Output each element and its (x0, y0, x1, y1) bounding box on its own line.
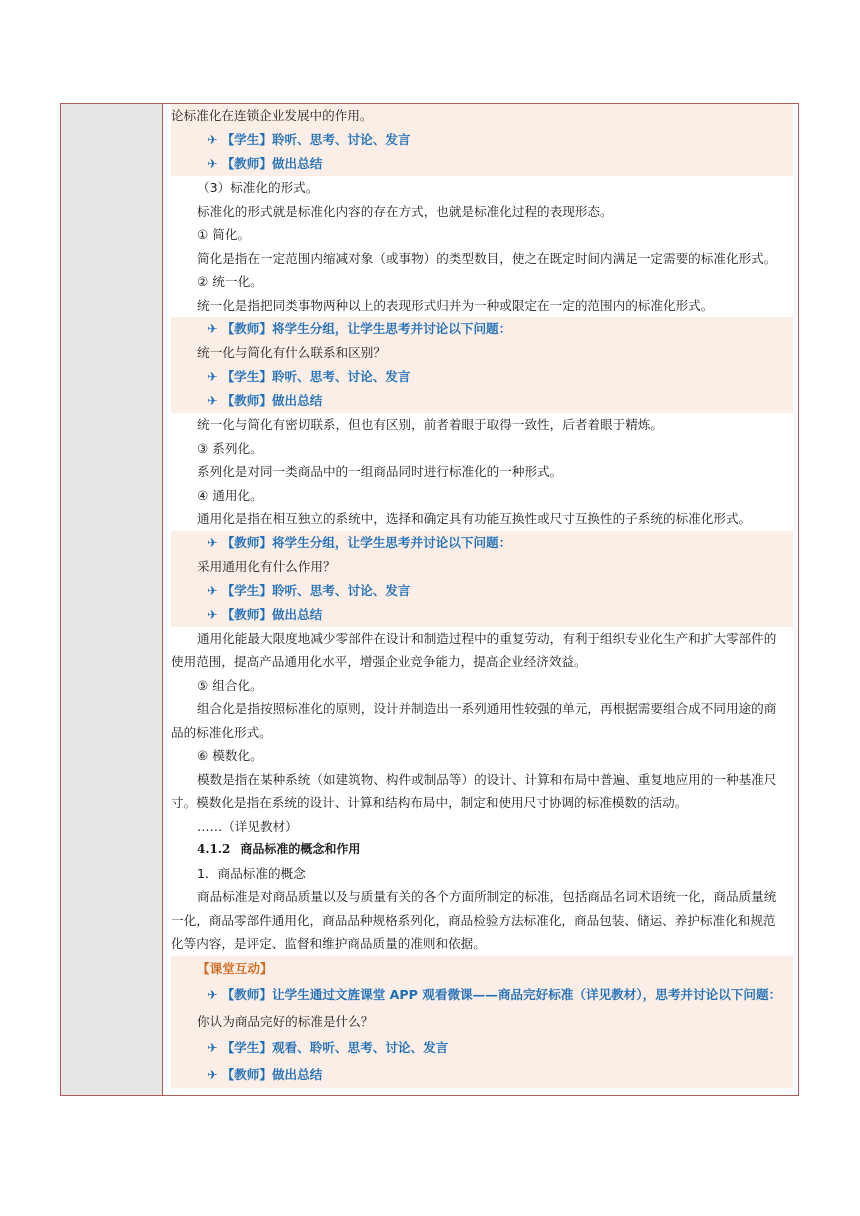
blue-instruction-text: 【教师】做出总结 (221, 393, 323, 408)
text-line-l21 (171, 603, 793, 627)
text-line-l7 (171, 270, 793, 294)
blue-instruction-text: 【教师】将学生分组，让学生思考并讨论以下问题： (221, 321, 512, 336)
text-line-l18 (171, 531, 793, 555)
text-line-l29 (171, 791, 793, 815)
text-line-l13 (171, 413, 793, 437)
arrow-icon: ✈ (207, 534, 218, 550)
text-line-l26 (171, 721, 793, 745)
text-line-l24 (171, 674, 793, 698)
text-line-l32 (171, 862, 793, 886)
paragraph-text: 你认为商品完好的标准是什么？ (197, 1013, 374, 1029)
paragraph-text: 统一化与简化有密切联系，但也有区别，前者着眼于取得一致性，后者着眼于精炼。 (197, 417, 663, 432)
arrow-icon: ✈ (207, 321, 218, 336)
paragraph-text: 通用化能最大限度地减少零部件在设计和制造过程中的重复劳动，有利于组织专业化生产和扩大零部件的 (197, 630, 777, 646)
text-line-l2 (171, 152, 793, 176)
arrow-icon: ✈ (207, 606, 218, 622)
blue-instruction-text: 【教师】做出总结 (221, 606, 323, 622)
blue-instruction-text: 【教师】让学生通过文旌课堂 APP 观看微课——商品完好标准（详见教材），思考并讨论以下问题： (221, 987, 782, 1002)
paragraph-text: 统一化是指把同类事物两种以上的表现形式归并为一种或限定在一定的范围内的标准化形式。 (197, 297, 714, 313)
paragraph-text: ⑥ 模数化。 (197, 748, 263, 763)
paragraph-text: 通用化是指在相互独立的系统中，选择和确定具有功能互换性或尺寸互换性的子系统的标准化形式。 (197, 511, 752, 526)
paragraph-text: ⑤ 组合化。 (197, 677, 263, 693)
blue-instruction-text: 【学生】聆听、思考、讨论、发言 (221, 582, 411, 598)
arrow-icon: ✈ (207, 393, 218, 408)
paragraph-text: 化等内容，是评定、监督和维护商品质量的准则和依据。 (171, 936, 486, 951)
paragraph-text: 1．商品标准的概念 (197, 865, 306, 881)
arrow-icon: ✈ (207, 369, 218, 384)
paragraph-text: ② 统一化。 (197, 274, 263, 289)
arrow-icon: ✈ (207, 132, 218, 147)
blue-instruction-text: 【教师】将学生分组，让学生思考并讨论以下问题： (221, 534, 512, 550)
text-line-l17 (171, 507, 793, 531)
paragraph-text: 简化是指在一定范围内缩减对象（或事物）的类型数目，使之在既定时间内满足一定需要的标准化形式。 (197, 250, 777, 266)
text-line-l9 (171, 317, 793, 341)
paragraph-text: 统一化与简化有什么联系和区别？ (197, 345, 386, 360)
text-line-l14 (171, 437, 793, 461)
text-line-l33 (171, 885, 793, 909)
paragraph-text: 商品标准是对商品质量以及与质量有关的各个方面所制定的标准，包括商品名词术语统一化，商品质量统 (197, 889, 777, 904)
text-line-l35 (171, 932, 793, 956)
text-line-l30 (171, 815, 793, 839)
text-line-l34 (171, 909, 793, 933)
arrow-icon: ✈ (207, 1066, 218, 1082)
paragraph-text: 论标准化在连锁企业发展中的作用。 (171, 108, 373, 123)
text-line-l23 (171, 650, 793, 674)
paragraph-text: 系列化是对同一类商品中的一组商品同时进行标准化的一种形式。 (197, 464, 563, 479)
text-line-l0 (171, 104, 793, 128)
blue-instruction-text: 【学生】观看、聆听、思考、讨论、发言 (221, 1040, 449, 1055)
paragraph-text: 采用通用化有什么作用？ (197, 558, 336, 574)
lesson-table (60, 103, 799, 1096)
text-line-l15 (171, 460, 793, 484)
arrow-icon: ✈ (207, 582, 218, 598)
text-line-l40 (171, 1062, 793, 1089)
table-left-column (61, 104, 163, 1095)
text-line-l3 (171, 176, 793, 200)
text-line-l1 (171, 128, 793, 152)
paragraph-text: 使用范围，提高产品通用化水平，增强企业竞争能力，提高企业经济效益。 (171, 654, 587, 669)
paragraph-text: ③ 系列化。 (197, 440, 263, 456)
text-line-l5 (171, 223, 793, 247)
paragraph-text: 一化，商品零部件通用化，商品品种规格系列化，商品检验方法标准化，商品包装、储运、养护标准化和规范 (171, 912, 776, 928)
paragraph-text: 模数是指在某种系统（如建筑物、构件或制品等）的设计、计算和布局中普遍、重复地应用的一种基准尺 (197, 771, 777, 787)
arrow-icon: ✈ (207, 156, 218, 171)
blue-instruction-text: 【教师】做出总结 (221, 156, 323, 171)
paragraph-text: （3）标准化的形式。 (197, 180, 319, 195)
blue-instruction-text: 【学生】聆听、思考、讨论、发言 (221, 369, 411, 384)
paragraph-text: 寸。模数化是指在系统的设计、计算和结构布局中，制定和使用尺寸协调的标准模数的活动。 (171, 795, 688, 810)
blue-instruction-text: 【学生】聆听、思考、讨论、发言 (221, 132, 411, 147)
paragraph-text: ④ 通用化。 (197, 487, 263, 503)
text-line-l20 (171, 579, 793, 603)
text-line-l6 (171, 247, 793, 271)
text-line-l19 (171, 555, 793, 579)
text-line-l8 (171, 294, 793, 318)
table-content-cell (171, 104, 793, 1088)
paragraph-text: 组合化是指按照标准化的原则，设计并制造出一系列通用性较强的单元，再根据需要组合成不同用途的商 (197, 701, 777, 716)
text-line-l12 (171, 389, 793, 413)
text-line-l25 (171, 697, 793, 721)
arrow-icon: ✈ (207, 1040, 218, 1055)
text-line-l37 (171, 982, 793, 1009)
section-label: 【课堂互动】 (197, 960, 273, 976)
text-line-l28 (171, 768, 793, 792)
text-line-l10 (171, 341, 793, 365)
blue-instruction-text: 【教师】做出总结 (221, 1066, 323, 1082)
heading-title: 商品标准的概念和作用 (240, 842, 361, 856)
heading-number: 4.1.2 (197, 842, 231, 856)
text-line-l36 (171, 956, 793, 983)
paragraph-text: 品的标准化形式。 (171, 724, 272, 740)
text-line-l4 (171, 200, 793, 224)
text-line-l11 (171, 365, 793, 389)
paragraph-text: ……（详见教材） (197, 818, 298, 834)
paragraph-text: ① 简化。 (197, 227, 251, 242)
text-line-l27 (171, 744, 793, 768)
arrow-icon: ✈ (207, 987, 218, 1002)
text-line-l39 (171, 1035, 793, 1062)
text-line-l22 (171, 627, 793, 651)
paragraph-text: 标准化的形式就是标准化内容的存在方式，也就是标准化过程的表现形态。 (197, 203, 613, 219)
text-line-l16 (171, 484, 793, 508)
text-line-l31 (171, 838, 793, 862)
text-line-l38 (171, 1009, 793, 1036)
